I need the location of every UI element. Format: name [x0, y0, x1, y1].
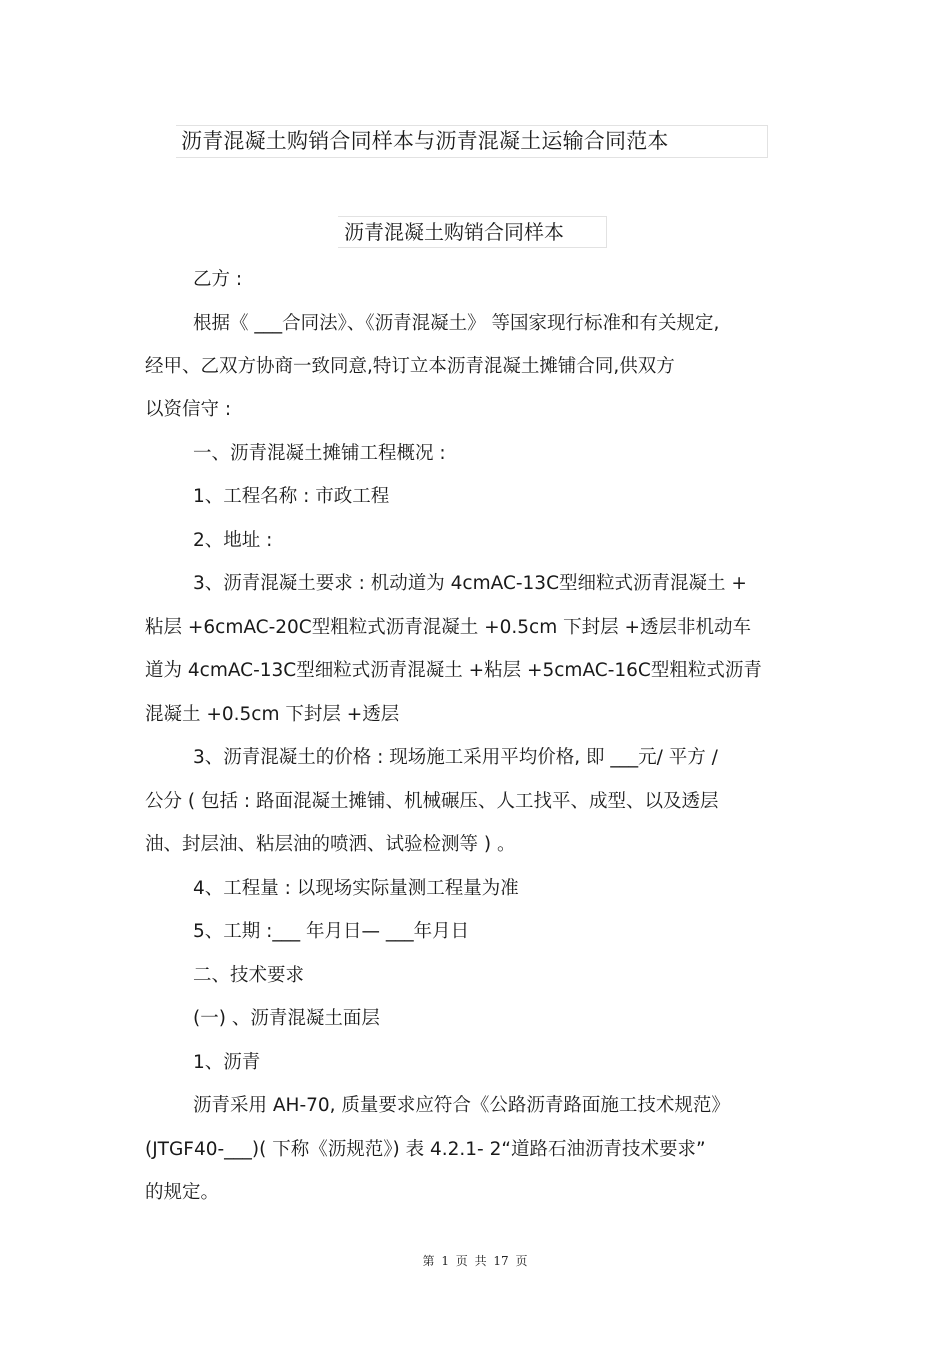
paragraph-line: 1、工程名称 : 市政工程 [193, 486, 390, 507]
paragraph-line: 沥青采用 AH-70, 质量要求应符合《公路沥青路面施工技术规范》 [193, 1095, 730, 1116]
paragraph-line: 3、沥青混凝土要求 : 机动道为 4cmAC-13C型细粒式沥青混凝土 + [193, 573, 747, 594]
page-number: 第 1 页 共 17 页 [422, 1254, 528, 1268]
page-title: 沥青混凝土购销合同样本与沥青混凝土运输合同范本 [181, 129, 669, 153]
paragraph-line: 道为 4cmAC-13C型细粒式沥青混凝土 +粘层 +5cmAC-16C型粗粒式沥青 [145, 660, 762, 681]
paragraph-line: 经甲、乙双方协商一致同意,特订立本沥青混凝土摊铺合同,供双方 [145, 356, 675, 377]
paragraph-line: 3、沥青混凝土的价格 : 现场施工采用平均价格, 即 ___元/ 平方 / [193, 747, 718, 768]
paragraph-line: 2、地址 : [193, 530, 273, 551]
heading-line: 一、沥青混凝土摊铺工程概况 : [193, 443, 446, 464]
heading-line: (一) 、沥青混凝土面层 [193, 1008, 380, 1029]
paragraph-line: 以资信守 : [145, 399, 232, 420]
paragraph-line: 油、封层油、粘层油的喷洒、试验检测等 ) 。 [145, 834, 516, 855]
heading-line: 二、技术要求 [193, 965, 305, 986]
paragraph-line: 4、工程量 : 以现场实际量测工程量为准 [193, 878, 519, 899]
paragraph-line: 混凝土 +0.5cm 下封层 +透层 [145, 704, 400, 725]
paragraph-line: 粘层 +6cmAC-20C型粗粒式沥青混凝土 +0.5cm 下封层 +透层非机动车 [145, 617, 751, 638]
party-b-line: 乙方 : [193, 269, 243, 290]
paragraph-line: 根据《 ___合同法》、《沥青混凝土》 等国家现行标准和有关规定, [193, 313, 720, 334]
paragraph-line: 的规定。 [145, 1182, 220, 1203]
section-title: 沥青混凝土购销合同样本 [344, 220, 564, 244]
paragraph-line: (JTGF40-___)( 下称《沥规范》) 表 4.2.1- 2“道路石油沥青技术要求” [145, 1139, 706, 1160]
paragraph-line: 公分 ( 包括 : 路面混凝土摊铺、机械碾压、人工找平、成型、以及透层 [145, 791, 719, 812]
paragraph-line: 5、工期 :___ 年月日— ___年月日 [193, 921, 470, 942]
heading-line: 1、沥青 [193, 1052, 261, 1073]
